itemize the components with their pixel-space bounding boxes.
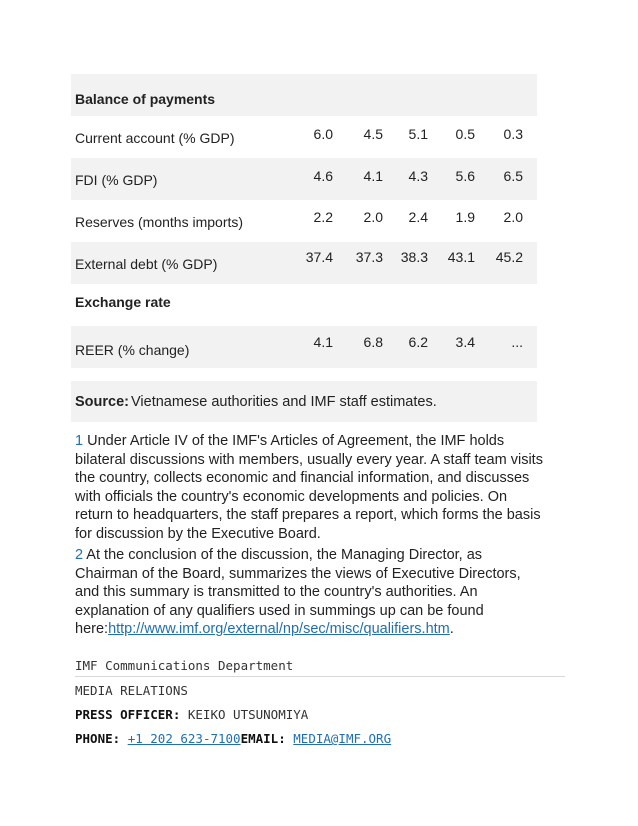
cell-value: 45.2 bbox=[495, 249, 523, 265]
cell-value: 6.0 bbox=[313, 126, 333, 142]
phone-link[interactable]: +1 202 623-7100 bbox=[127, 731, 241, 746]
table-row bbox=[71, 326, 537, 368]
cell-value: 6.5 bbox=[503, 168, 523, 184]
footnote-2 bbox=[75, 546, 545, 639]
phone-label: PHONE: bbox=[75, 731, 121, 746]
cell-value: 1.9 bbox=[455, 209, 475, 225]
cell-value: 4.6 bbox=[313, 168, 333, 184]
cell-value: 2.2 bbox=[313, 209, 333, 225]
source-label: Source: bbox=[75, 394, 129, 410]
cell-value: 0.3 bbox=[503, 126, 523, 142]
row-label: FDI (% GDP) bbox=[75, 172, 158, 188]
email-link[interactable]: MEDIA@IMF.ORG bbox=[293, 731, 392, 746]
cell-value: 4.5 bbox=[363, 126, 383, 142]
source-text: Vietnamese authorities and IMF staff estimates. bbox=[131, 394, 437, 410]
cell-value: ... bbox=[511, 334, 523, 350]
row-label: External debt (% GDP) bbox=[75, 256, 218, 272]
footnote-text: Under Article IV of the IMF's Articles of Agreement, the IMF holds bilateral discussions with members, usually every year. A staff team visits the country, collects economic and financial information, and discusses with officials the country's economic developments and policies. On return to headquarters, the staff prepares a report, which forms the basis for discussion by the Executive Board. bbox=[75, 433, 543, 542]
row-label: Current account (% GDP) bbox=[75, 130, 235, 146]
row-label: Balance of payments bbox=[75, 91, 216, 107]
cell-value: 2.4 bbox=[408, 209, 428, 225]
cell-value: 37.4 bbox=[305, 249, 333, 265]
department-name: IMF Communications Department bbox=[75, 658, 294, 673]
cell-value: 2.0 bbox=[503, 209, 523, 225]
cell-value: 2.0 bbox=[363, 209, 383, 225]
section-header-row bbox=[71, 74, 537, 116]
cell-value: 3.4 bbox=[455, 334, 475, 350]
cell-value: 38.3 bbox=[400, 249, 428, 265]
footnote-text: At the conclusion of the discussion, the Managing Director, as Chairman of the Board, summarizes the views of Executive Directors, and this summary is transmitted to the country's authorities. An explanation of any qualifiers used in summings up can be found here: bbox=[75, 547, 521, 637]
table-row bbox=[71, 158, 537, 200]
cell-value: 4.1 bbox=[363, 168, 383, 184]
table-row bbox=[71, 116, 537, 158]
cell-value: 5.6 bbox=[455, 168, 475, 184]
cell-value: 4.1 bbox=[313, 334, 333, 350]
press-officer-name: KEIKO UTSUNOMIYA bbox=[180, 707, 309, 722]
source-note bbox=[71, 381, 537, 422]
table-row bbox=[71, 200, 537, 242]
cell-value: 6.2 bbox=[408, 334, 428, 350]
contact-line bbox=[75, 731, 391, 746]
footnote-1 bbox=[75, 432, 545, 543]
footnote-number: 1 bbox=[75, 433, 84, 449]
cell-value: 6.8 bbox=[363, 334, 383, 350]
row-label: Reserves (months imports) bbox=[75, 214, 244, 230]
row-label: REER (% change) bbox=[75, 342, 190, 358]
media-relations: MEDIA RELATIONS bbox=[75, 683, 188, 698]
email-label: EMAIL: bbox=[240, 731, 286, 746]
press-officer-line bbox=[75, 707, 308, 722]
divider bbox=[75, 676, 565, 677]
cell-value: 5.1 bbox=[408, 126, 428, 142]
section-header-row bbox=[71, 284, 537, 326]
footnote-end: . bbox=[449, 621, 454, 637]
balance-table bbox=[71, 74, 537, 368]
footnote-number: 2 bbox=[75, 547, 84, 563]
cell-value: 4.3 bbox=[408, 168, 428, 184]
cell-value: 43.1 bbox=[447, 249, 475, 265]
row-label: Exchange rate bbox=[75, 294, 171, 310]
footnotes bbox=[75, 432, 545, 642]
press-officer-label: PRESS OFFICER: bbox=[75, 707, 181, 722]
cell-value: 0.5 bbox=[455, 126, 475, 142]
qualifiers-link[interactable]: http://www.imf.org/external/np/sec/misc/qualifiers.htm bbox=[108, 621, 450, 637]
cell-value: 37.3 bbox=[355, 249, 383, 265]
table-row bbox=[71, 242, 537, 284]
